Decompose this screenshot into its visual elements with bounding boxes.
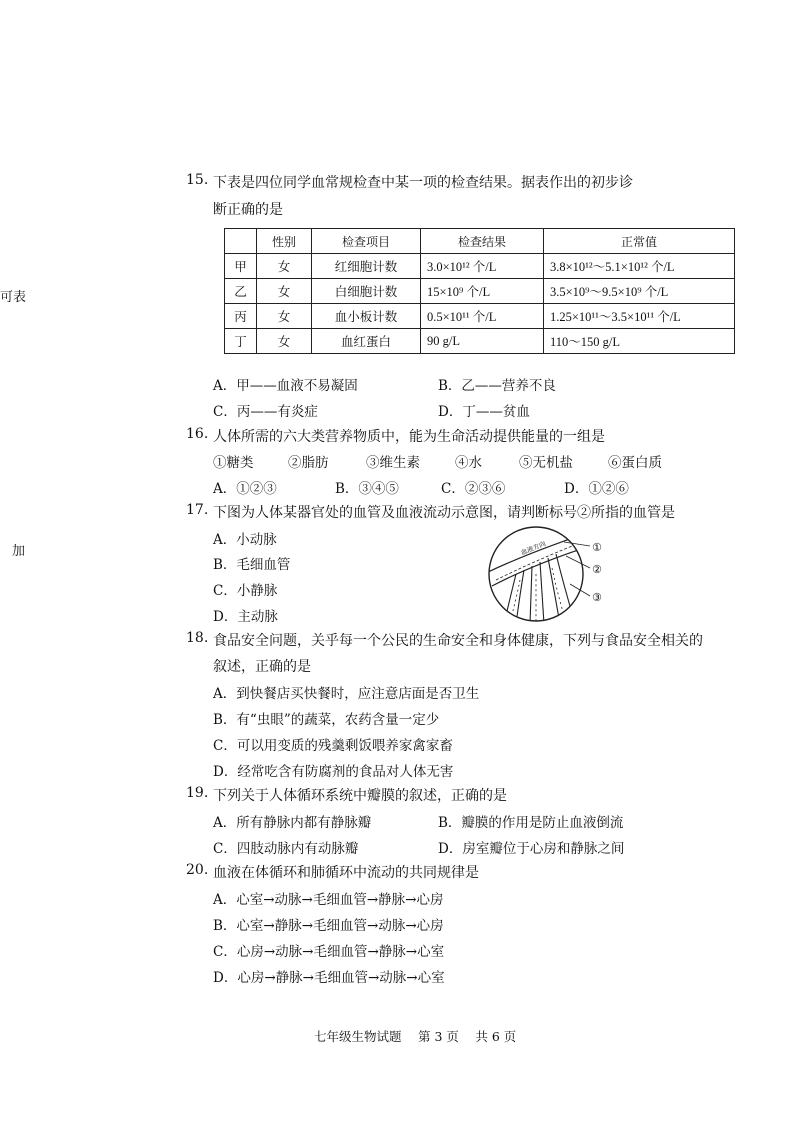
q19-option-a[interactable]: A．所有静脉内都有静脉瓣 (213, 815, 372, 831)
table-cell: 3.0×10¹² 个/L (421, 254, 544, 279)
table-cell: 15×10⁹ 个/L (421, 279, 544, 304)
q16-item: ③维生素 (366, 455, 420, 471)
q19-number: 19. (186, 785, 209, 801)
q19-stem: 下列关于人体循环系统中瓣膜的叙述，正确的是 (213, 788, 507, 804)
diagram-label-2: ② (592, 563, 602, 576)
q17-option-b[interactable]: B．毛细血管 (213, 557, 291, 573)
q17-stem: 下图为人体某器官处的血管及血液流动示意图，请判断标号②所指的血管是 (213, 505, 675, 521)
table-header-cell: 检查结果 (421, 229, 544, 254)
q16-stem: 人体所需的六大类营养物质中，能为生命活动提供能量的一组是 (213, 429, 605, 445)
capillary-branch (540, 562, 544, 624)
q17-option-c[interactable]: C．小静脉 (213, 583, 278, 599)
page-footer: 七年级生物试题 第 3 页 共 6 页 (314, 1029, 517, 1044)
blood-test-table (224, 228, 735, 354)
capillary-cells (552, 568, 566, 622)
table-row (225, 254, 735, 279)
q15-number: 15. (186, 172, 209, 188)
leader-line-1 (564, 542, 590, 546)
q16-item: ①糖类 (213, 455, 254, 471)
q18-option-a[interactable]: A．到快餐店买快餐时，应注意店面是否卫生 (213, 686, 480, 702)
q16-option-a[interactable]: A．①②③ (213, 481, 277, 497)
q17-option-d[interactable]: D．主动脉 (213, 609, 278, 625)
table-header-cell: 检查项目 (312, 229, 421, 254)
q16-number: 16. (186, 426, 209, 442)
q16-item: ⑤无机盐 (519, 455, 573, 471)
table-cell: 丁 (225, 329, 257, 354)
table-row (225, 279, 735, 304)
q20-option-c[interactable]: C．心房→动脉→毛细血管→静脉→心室 (213, 944, 445, 960)
capillary-branch (504, 574, 516, 624)
table-cell: 1.25×10¹¹～3.5×10¹¹ 个/L (544, 304, 735, 329)
table-cell: 白细胞计数 (312, 279, 421, 304)
table-header-cell: 正常值 (544, 229, 735, 254)
q15-option-a[interactable]: A．甲——血液不易凝固 (213, 378, 358, 394)
q17-number: 17. (186, 502, 209, 518)
table-header-cell: 性别 (257, 229, 312, 254)
table-cell: 110～150 g/L (544, 329, 735, 354)
q18-option-d[interactable]: D．经常吃含有防腐剂的食品对人体无害 (213, 764, 454, 780)
q18-stem-line2: 叙述，正确的是 (213, 659, 311, 675)
flow-direction-label: 血液方向 (519, 539, 547, 557)
table-cell: 甲 (225, 254, 257, 279)
q20-option-a[interactable]: A．心室→动脉→毛细血管→静脉→心房 (213, 892, 444, 908)
table-cell: 3.8×10¹²～5.1×10¹² 个/L (544, 254, 735, 279)
q20-option-b[interactable]: B．心室→静脉→毛细血管→动脉→心房 (213, 918, 444, 934)
table-cell: 女 (257, 329, 312, 354)
table-cell: 0.5×10¹¹ 个/L (421, 304, 544, 329)
table-row (225, 304, 735, 329)
blood-vessel-diagram (486, 524, 618, 624)
table-cell: 丙 (225, 304, 257, 329)
q15-option-b[interactable]: B．乙——营养不良 (438, 378, 556, 394)
table-header-cell (225, 229, 257, 254)
table-cell: 女 (257, 254, 312, 279)
table-cell: 乙 (225, 279, 257, 304)
table-cell: 血小板计数 (312, 304, 421, 329)
q18-number: 18. (186, 630, 209, 646)
capillary-branch (548, 558, 560, 624)
leader-line-2 (566, 556, 590, 568)
q18-option-c[interactable]: C．可以用变质的残羹剩饭喂养家禽家畜 (213, 738, 453, 754)
q20-number: 20. (186, 862, 209, 878)
q16-item: ⑥蛋白质 (608, 455, 662, 471)
q15-stem-line2: 断正确的是 (213, 202, 283, 218)
diagram-label-1: ① (592, 541, 602, 554)
q19-option-c[interactable]: C．四肢动脉内有动脉瓣 (213, 841, 359, 857)
leader-line-3 (570, 584, 590, 596)
table-header-row (225, 229, 735, 254)
q19-option-d[interactable]: D．房室瓣位于心房和静脉之间 (438, 841, 625, 857)
q16-item: ②脂肪 (288, 455, 329, 471)
diagram-label-3: ③ (592, 591, 602, 604)
q20-option-d[interactable]: D．心房→静脉→毛细血管→动脉→心室 (213, 970, 445, 986)
table-cell: 女 (257, 304, 312, 329)
margin-fragment-top: 可表 (0, 290, 27, 305)
q15-option-c[interactable]: C．丙——有炎症 (213, 404, 318, 420)
table-cell: 90 g/L (421, 329, 544, 354)
q18-option-b[interactable]: B．有“虫眼”的蔬菜，农药含量一定少 (213, 712, 440, 728)
table-cell: 女 (257, 279, 312, 304)
table-cell: 红细胞计数 (312, 254, 421, 279)
q17-option-a[interactable]: A．小动脉 (213, 532, 277, 548)
table-row (225, 329, 735, 354)
q19-option-b[interactable]: B．瓣膜的作用是防止血液倒流 (438, 815, 624, 831)
q15-option-d[interactable]: D．丁——贫血 (438, 404, 530, 420)
q20-stem: 血液在体循环和肺循环中流动的共同规律是 (213, 865, 479, 881)
margin-fragment-mid: 加 (12, 544, 26, 559)
capillary-branch (516, 570, 524, 624)
q18-stem-line1: 食品安全问题，关乎每一个公民的生命安全和身体健康，下列与食品安全相关的 (213, 633, 703, 649)
table-cell: 血红蛋白 (312, 329, 421, 354)
q16-item: ④水 (455, 455, 482, 471)
q16-option-d[interactable]: D．①②⑥ (564, 481, 629, 497)
table-cell: 3.5×10⁹～9.5×10⁹ 个/L (544, 279, 735, 304)
capillary-branch (530, 566, 532, 624)
q15-stem-line1: 下表是四位同学血常规检查中某一项的检查结果。据表作出的初步诊 (213, 175, 633, 191)
vessel-wall (492, 548, 584, 586)
q16-option-b[interactable]: B．③④⑤ (335, 481, 399, 497)
q16-option-c[interactable]: C．②③⑥ (441, 481, 506, 497)
